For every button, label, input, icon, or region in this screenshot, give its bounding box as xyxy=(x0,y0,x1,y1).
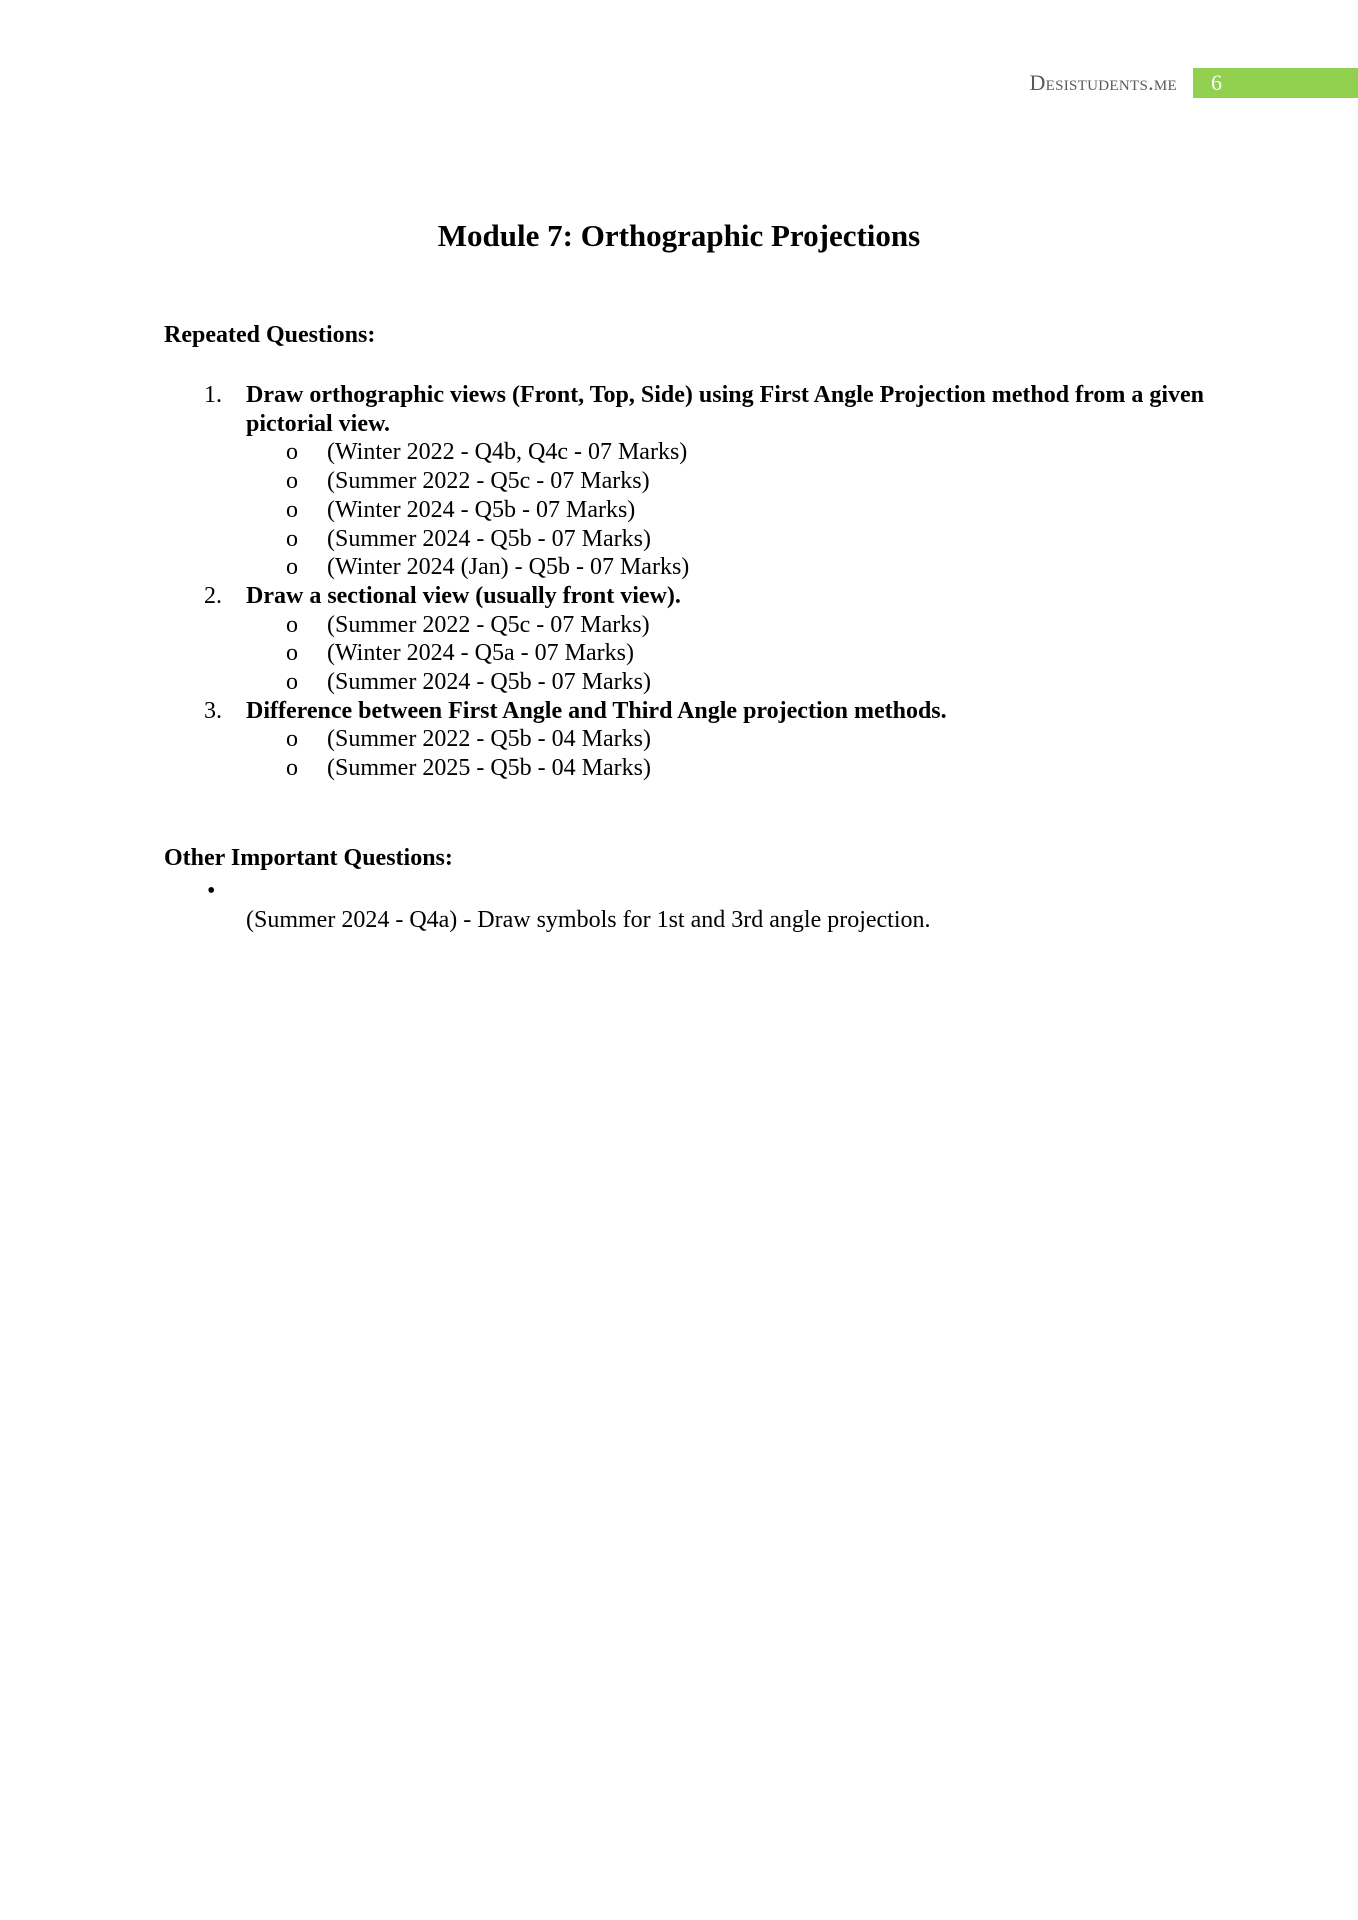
ref-text: (Winter 2024 - Q5b - 07 Marks) xyxy=(327,496,636,523)
ref-item xyxy=(164,525,1224,554)
other-question-text: (Summer 2024 - Q4a) - Draw symbols for 1st and 3rd angle projection. xyxy=(246,906,931,933)
ref-item xyxy=(164,438,1224,467)
ref-item xyxy=(164,668,1224,697)
page-title: Module 7: Orthographic Projections xyxy=(437,218,921,253)
bullet-icon: o xyxy=(286,669,298,696)
ref-item xyxy=(164,639,1224,668)
ref-item xyxy=(164,553,1224,582)
bullet-icon: o xyxy=(286,640,298,667)
question-text: Draw a sectional view (usually front view). xyxy=(246,582,681,609)
other-questions-list xyxy=(164,877,1224,934)
ref-text: (Winter 2022 - Q4b, Q4c - 07 Marks) xyxy=(327,439,688,466)
ref-item xyxy=(164,467,1224,496)
ref-text: (Summer 2025 - Q5b - 04 Marks) xyxy=(327,755,651,782)
item-number: 2. xyxy=(204,582,222,609)
repeated-questions-list xyxy=(164,381,1224,783)
bullet-icon: o xyxy=(286,496,298,523)
bullet-icon: o xyxy=(286,726,298,753)
ref-item xyxy=(164,611,1224,640)
list-item xyxy=(164,877,1224,906)
question-text: Draw orthographic views (Front, Top, Side) using First Angle Projection method from a given pictorial view. xyxy=(246,382,1204,437)
question-text: Difference between First Angle and Third Angle projection methods. xyxy=(246,697,947,724)
list-item xyxy=(164,697,1224,726)
repeated-questions-heading: Repeated Questions: xyxy=(164,322,376,348)
ref-text: (Winter 2024 (Jan) - Q5b - 07 Marks) xyxy=(327,554,690,581)
ref-text: (Summer 2022 - Q5b - 04 Marks) xyxy=(327,726,651,753)
ref-text: (Summer 2022 - Q5c - 07 Marks) xyxy=(327,468,650,495)
ref-item xyxy=(164,754,1224,783)
ref-text: (Summer 2022 - Q5c - 07 Marks) xyxy=(327,611,650,638)
bullet-icon: o xyxy=(286,611,298,638)
item-number: 1. xyxy=(204,382,222,408)
bullet-icon: o xyxy=(286,525,298,552)
bullet-icon: o xyxy=(286,468,298,495)
list-item xyxy=(164,582,1224,611)
bullet-icon: o xyxy=(286,439,298,466)
list-item xyxy=(164,381,1224,438)
bullet-icon: • xyxy=(207,878,216,904)
bullet-icon: o xyxy=(286,755,298,782)
ref-item xyxy=(164,496,1224,525)
ref-text: (Winter 2024 - Q5a - 07 Marks) xyxy=(327,640,634,667)
page-number: 6 xyxy=(1193,68,1358,98)
ref-text: (Summer 2024 - Q5b - 07 Marks) xyxy=(327,669,651,696)
other-questions-heading: Other Important Questions: xyxy=(164,845,453,871)
item-number: 3. xyxy=(204,697,222,724)
page-header xyxy=(1029,68,1358,98)
site-name: Desistudents.me xyxy=(1029,70,1177,95)
ref-text: (Summer 2024 - Q5b - 07 Marks) xyxy=(327,525,651,552)
ref-item xyxy=(164,725,1224,754)
bullet-icon: o xyxy=(286,554,298,581)
